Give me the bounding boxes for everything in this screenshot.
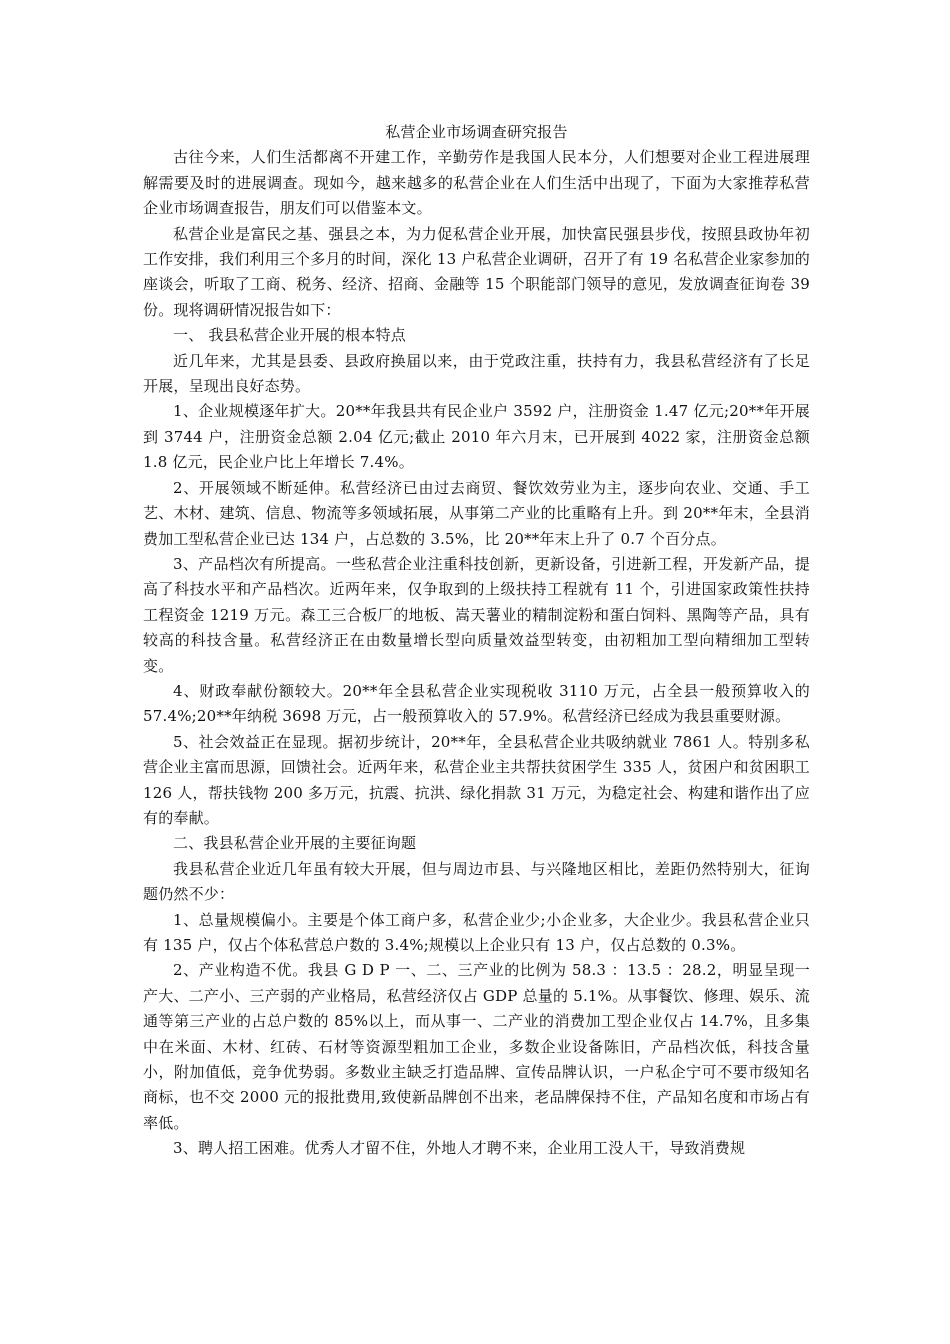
paragraph-overview: 近几年来，尤其是县委、县政府换届以来，由于党政注重，扶持有力，我县私营经济有了长足开展，呈现出良好态势。 [143, 351, 810, 396]
paragraph-item-5: 5、社会效益正在显现。据初步统计，20**年，全县私营企业共吸纳就业 7861 人。特别多私营企业主富而思源，回馈社会。近两年来，私营企业主共帮扶贫困学生 335 人，贫困户和贫困职工 126 人，帮扶钱物 200 多万元，抗震、抗洪、绿化捐款 31 万元，为稳定社会、构建和谐作出了应有的奉献。 [143, 732, 810, 827]
paragraph-problem-2: 2、产业构造不优。我县 G D P 一、二、三产业的比例为 58.3 ：13.5 ：28.2，明显呈现一产大、二产小、三产弱的产业格局，私营经济仅占 GDP 总量的 5.1%。从事餐饮、修理、娱乐、流通等第三产业的占总户数的 85%以上，而从事一、二产业的消费加工型企业仅占 14.7%，且多集中在米面、木材、红砖、石材等资源型粗加工企业，多数企业设备陈旧，产品档次低，科技含量小，附加值低，竞争优势弱。多数业主缺乏打造品牌、宣传品牌认识，一户私企宁可不要市级知名商标，也不交 2000 元的报批费用,致使新品牌创不出来，老品牌保持不住，产品知名度和市场占有率低。 [143, 961, 810, 1132]
paragraph-item-4: 4、财政奉献份额较大。20**年全县私营企业实现税收 3110 万元，占全县一般预算收入的 57.4%;20**年纳税 3698 万元，占一般预算收入的 57.9%。私营经济已经成为我县重要财源。 [143, 681, 810, 726]
section-heading-2: 二、我县私营企业开展的主要征询题 [173, 834, 417, 853]
paragraph-problem-3: 3、聘人招工困难。优秀人才留不住，外地人才聘不来，企业用工没人干，导致消费规 [173, 1139, 746, 1158]
paragraph-intro: 古往今来，人们生活都离不开建工作，辛勤劳作是我国人民本分，人们想要对企业工程进展理解需要及时的进展调查。现如今，越来越多的私营企业在人们生活中出现了，下面为大家推荐私营企业市场调查报告，朋友们可以借鉴本文。 [143, 148, 810, 218]
paragraph-background: 私营企业是富民之基、强县之本，为力促私营企业开展，加快富民强县步伐，按照县政协年初工作安排，我们利用三个多月的时间，深化 13 户私营企业调研，召开了有 19 名私营企业家参加的座谈会，听取了工商、税务、经济、招商、金融等 15 个职能部门领导的意见，发放调查征询卷 39 份。现将调研情况报告如下： [143, 224, 810, 319]
paragraph-item-1: 1、企业规模逐年扩大。20**年我县共有民企业户 3592 户，注册资金 1.47 亿元;20**年开展到 3744 户，注册资金总额 2.04 亿元;截止 2010 年六月末，已开展到 4022 家，注册资金总额 1.8 亿元，民企业户比上年增长 7.4%。 [143, 402, 810, 472]
paragraph-item-3: 3、产品档次有所提高。一些私营企业注重科技创新，更新设备，引进新工程，开发新产品，提高了科技水平和产品档次。近两年来，仅争取到的上级扶持工程就有 11 个，引进国家政策性扶持工程资金 1219 万元。森工三合板厂的地板、嵩天薯业的精制淀粉和蛋白饲料、黑陶等产品，具有较高的科技含量。私营经济正在由数量增长型向质量效益型转变，由初粗加工型向精细加工型转变。 [143, 554, 810, 675]
document-page [143, 120, 810, 1162]
paragraph-problem-1: 1、总量规模偏小。主要是个体工商户多，私营企业少;小企业多，大企业少。我县私营企业只有 135 户，仅占个体私营总户数的 3.4%;规模以上企业只有 13 户，仅占总数的 0.3%。 [143, 910, 810, 954]
paragraph-problems-intro: 我县私营企业近几年虽有较大开展，但与周边市县、与兴隆地区相比，差距仍然特别大，征询题仍然不少： [143, 859, 810, 904]
section-heading-1: 一、 我县私营企业开展的根本特点 [173, 326, 406, 345]
document-title: 私营企业市场调查研究报告 [385, 123, 568, 141]
paragraph-item-2: 2、开展领域不断延伸。私营经济已由过去商贸、餐饮效劳业为主，逐步向农业、交通、手工艺、木材、建筑、信息、物流等多领域拓展，从事第二产业的比重略有上升。到 20**年末，全县消费加工型私营企业已达 134 户，占总数的 3.5%，比 20**年末上升了 0.7 个百分点。 [143, 478, 810, 548]
